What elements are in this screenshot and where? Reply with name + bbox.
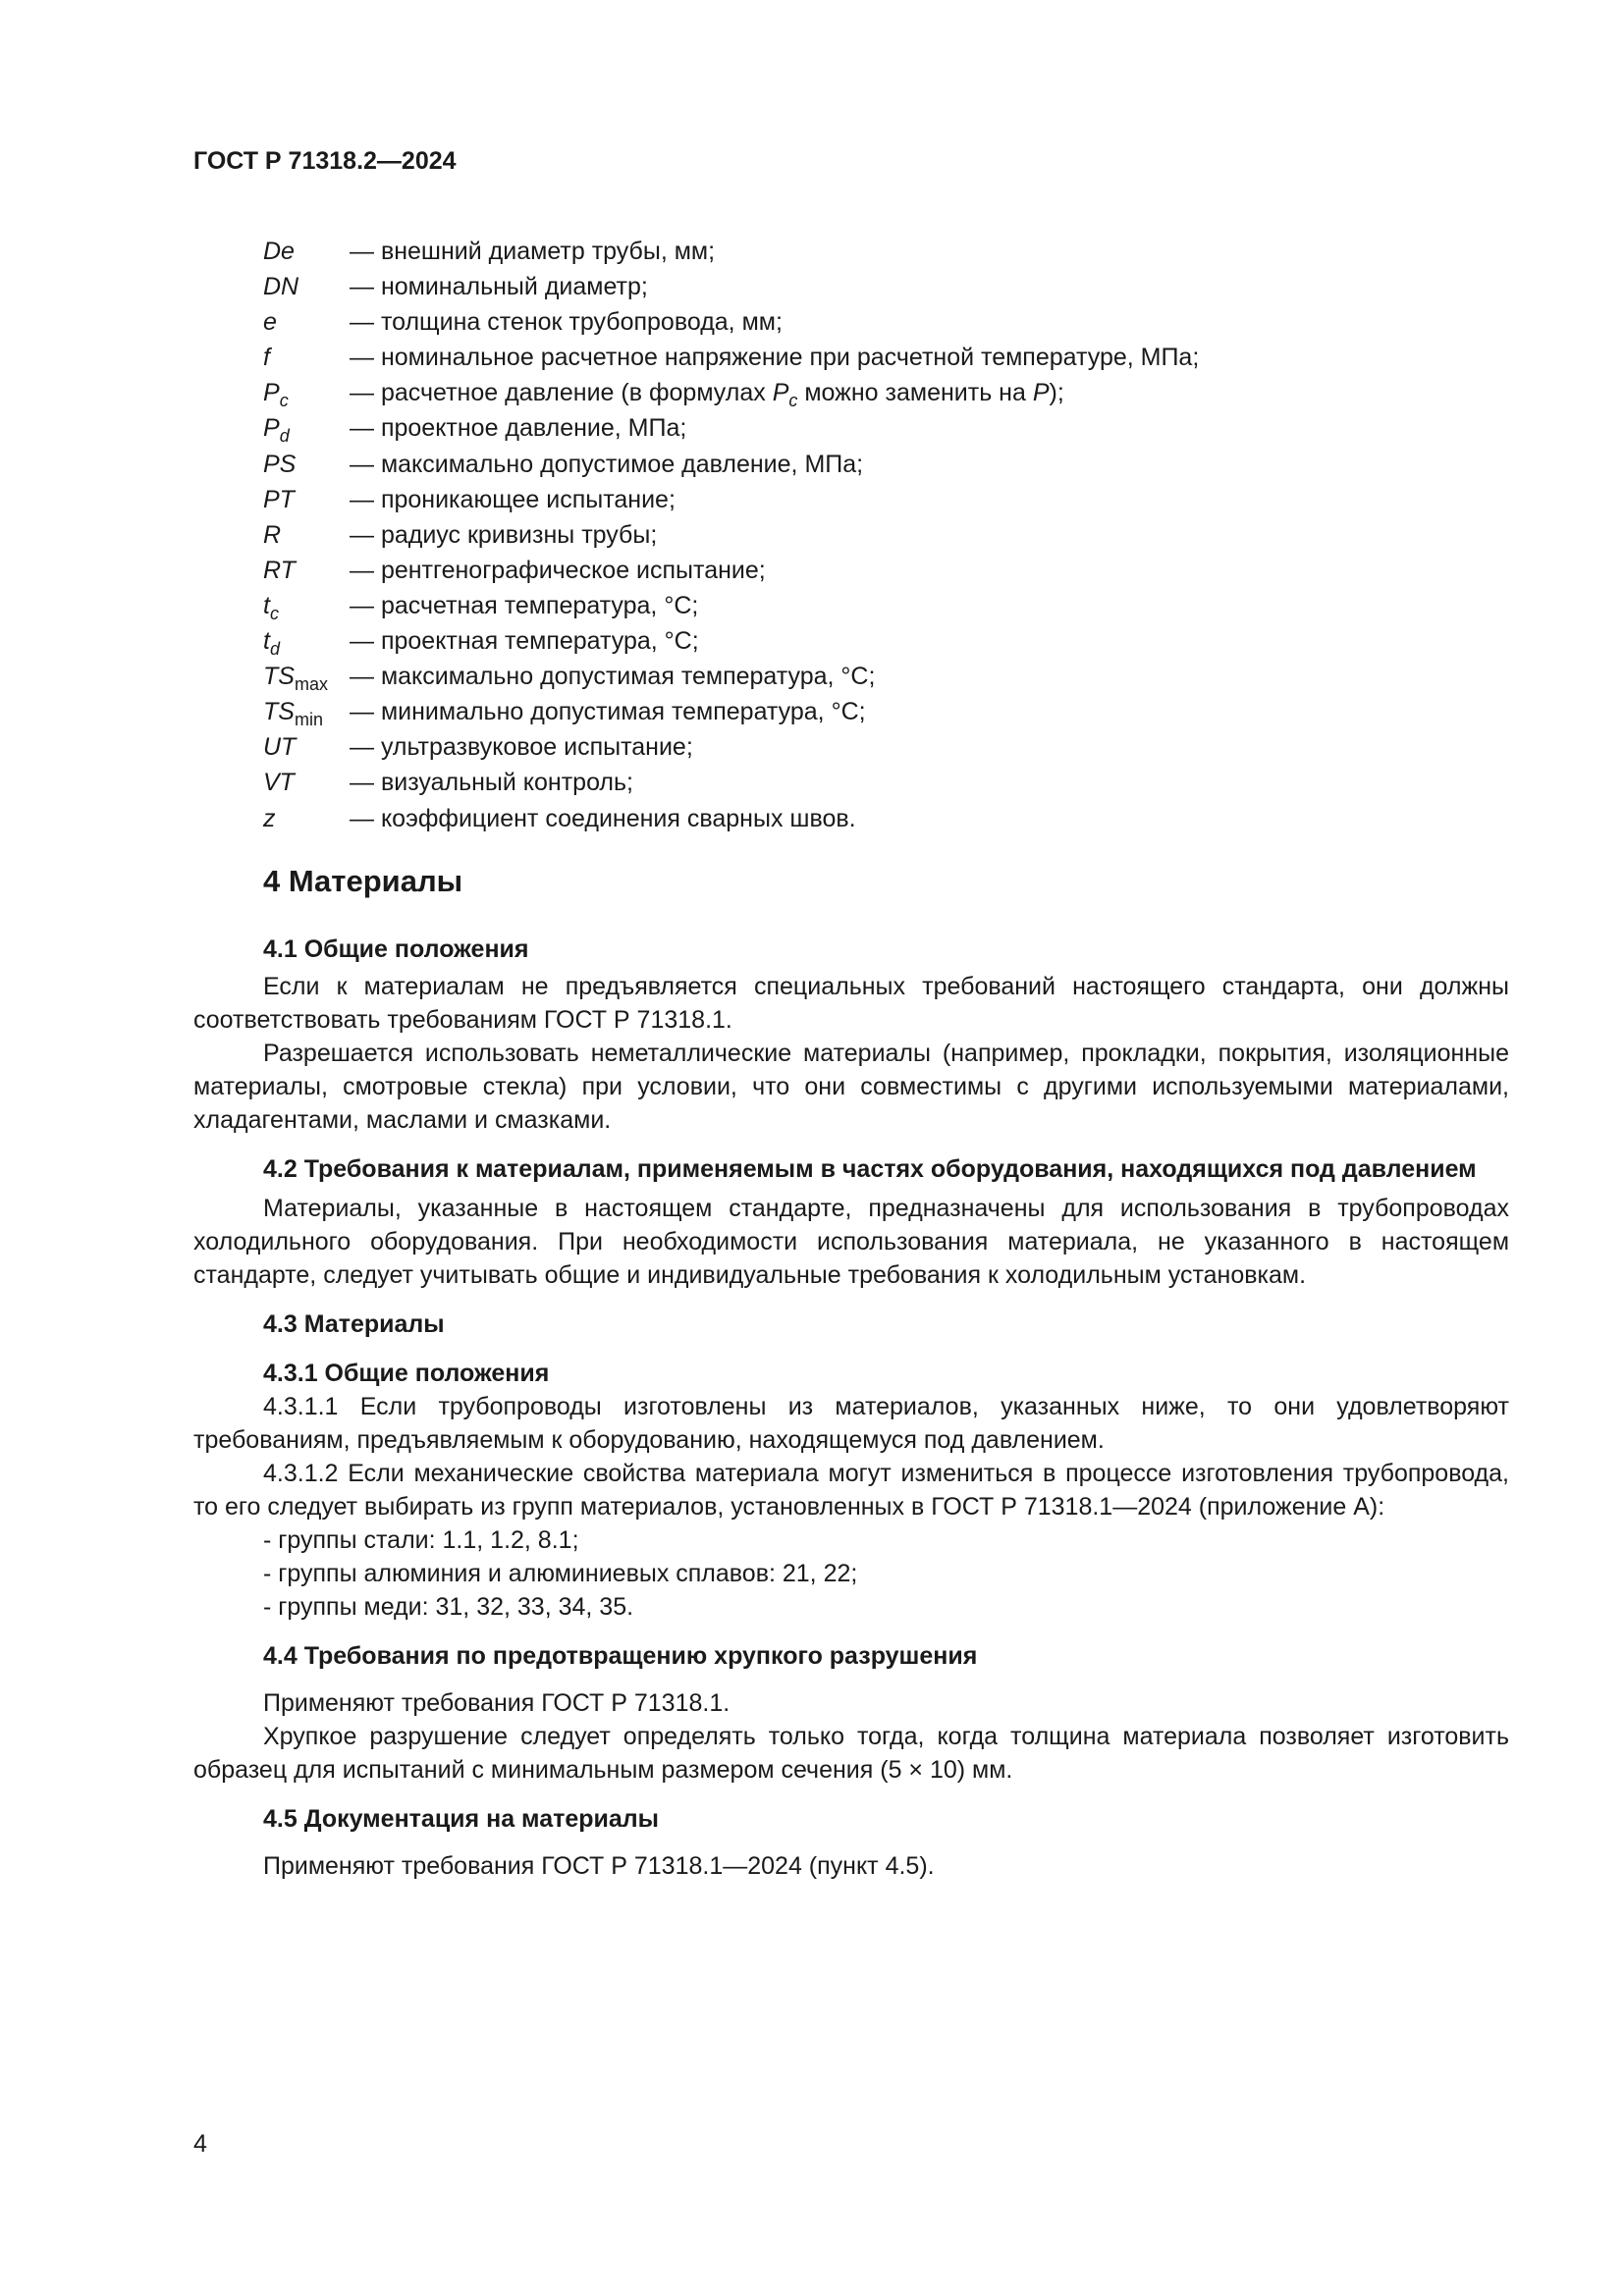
definition-row [263, 801, 1540, 836]
paragraph: Применяют требования ГОСТ Р 71318.1—2024 (пункт 4.5). [263, 1852, 935, 1880]
definition-symbol: $P_d$ [263, 414, 290, 447]
paragraph: 4.3.1.2 Если механические свойства материала могут измениться в процессе изготовления трубопровода, то его следует выбирать из групп материалов, установленных в ГОСТ Р 71318.1—2024 (приложение А): [193, 1460, 1509, 1521]
subsection-title: 4.2 Требования к материалам, применяемым в частях оборудования, находящихся под давлением [263, 1155, 1477, 1183]
paragraph: Материалы, указанные в настоящем стандарте, предназначены для использования в трубопроводах холодильного оборудования. При необходимости использования материала, не указанного в настоящем стандарте, следует учитывать общие и индивидуальные требования к холодильным установкам. [193, 1195, 1509, 1289]
definition-text: — номинальное расчетное напряжение при расчетной температуре, МПа; [350, 344, 1200, 372]
definition-row [263, 623, 1540, 659]
page-number: 4 [193, 2130, 207, 2158]
definition-row [263, 553, 1540, 588]
definition-symbol: PT [263, 485, 295, 513]
definition-text: — максимально допустимая температура, °С; [350, 663, 876, 691]
definition-row [263, 340, 1540, 375]
definition-text: — расчетное давление (в формулах $P_c$ можно заменить на P); [350, 379, 1064, 411]
definition-symbol: $TS_{max}$ [263, 663, 328, 695]
definition-text: — коэффициент соединения сварных швов. [350, 804, 856, 832]
section-title: 4 Материалы [263, 864, 463, 898]
definition-text: — расчетная температура, °С; [350, 591, 699, 619]
definition-row [263, 729, 1540, 765]
definition-text: — минимально допустимая температура, °С; [350, 698, 866, 726]
definition-text: — номинальный диаметр; [350, 273, 648, 301]
definitions-list [263, 234, 1540, 836]
subsection-title: 4.3 Материалы [263, 1310, 445, 1338]
definition-symbol: VT [263, 769, 295, 797]
definition-row [263, 375, 1540, 410]
definition-row [263, 765, 1540, 800]
paragraph: Разрешается использовать неметаллические материалы (например, прокладки, покрытия, изоляционные материалы, смотровые стекла) при условии, что они совместимы с другими используемыми материалами, хладагентами, маслами и смазками. [193, 1040, 1509, 1134]
definition-text: — радиус кривизны трубы; [350, 520, 658, 549]
definition-text: — ультразвуковое испытание; [350, 733, 693, 762]
definition-text: — рентгенографическое испытание; [350, 556, 766, 584]
definition-text: — толщина стенок трубопровода, мм; [350, 308, 783, 337]
document-header: ГОСТ Р 71318.2—2024 [193, 147, 457, 175]
definition-symbol: $P_c$ [263, 379, 289, 411]
section-4 [193, 862, 1509, 1883]
definition-row [263, 588, 1540, 623]
paragraph: Применяют требования ГОСТ Р 71318.1. [263, 1689, 731, 1717]
definition-row [263, 304, 1540, 340]
definition-symbol: PS [263, 450, 297, 478]
definition-row [263, 410, 1540, 446]
definition-symbol: RT [263, 556, 296, 584]
definition-row [263, 447, 1540, 482]
definition-symbol: $TS_{min}$ [263, 698, 323, 730]
list-item: - группы алюминия и алюминиевых сплавов: 21, 22; [263, 1560, 858, 1587]
definition-row [263, 659, 1540, 694]
subsection-title: 4.1 Общие положения [263, 935, 529, 963]
paragraph: Хрупкое разрушение следует определять только тогда, когда толщина материала позволяет изготовить образец для испытаний с минимальным размером сечения (5 × 10) мм. [193, 1723, 1509, 1784]
paragraph: Если к материалам не предъявляется специальных требований настоящего стандарта, они должны соответствовать требованиям ГОСТ Р 71318.1. [193, 973, 1509, 1034]
definition-text: — проектное давление, МПа; [350, 414, 687, 443]
definition-row [263, 482, 1540, 517]
definition-symbol: $t_c$ [263, 591, 279, 623]
definition-row [263, 694, 1540, 729]
definition-text: — внешний диаметр трубы, мм; [350, 238, 716, 265]
definition-symbol: $t_d$ [263, 627, 280, 660]
definition-symbol: DN [263, 273, 299, 301]
definition-symbol: De [263, 238, 295, 265]
list-item: - группы меди: 31, 32, 33, 34, 35. [263, 1593, 634, 1621]
subsubsection-title: 4.3.1 Общие положения [263, 1360, 550, 1387]
subsection-title: 4.4 Требования по предотвращению хрупкого разрушения [263, 1642, 978, 1670]
definition-row [263, 234, 1540, 269]
subsection-title: 4.5 Документация на материалы [263, 1805, 660, 1833]
definition-symbol: R [263, 520, 282, 549]
definition-symbol: f [263, 344, 270, 372]
definition-symbol: z [263, 804, 276, 832]
definition-symbol: UT [263, 733, 297, 762]
definition-symbol: e [263, 308, 277, 337]
list-item: - группы стали: 1.1, 1.2, 8.1; [263, 1526, 579, 1554]
definition-text: — проникающее испытание; [350, 485, 676, 513]
definition-text: — максимально допустимое давление, МПа; [350, 450, 864, 478]
definition-text: — проектная температура, °С; [350, 627, 699, 656]
definition-text: — визуальный контроль; [350, 769, 633, 797]
paragraph: 4.3.1.1 Если трубопроводы изготовлены из материалов, указанных ниже, то они удовлетворяют требованиям, предъявляемым к оборудованию, находящемуся под давлением. [193, 1393, 1509, 1454]
definition-row [263, 517, 1540, 553]
definition-row [263, 269, 1540, 304]
